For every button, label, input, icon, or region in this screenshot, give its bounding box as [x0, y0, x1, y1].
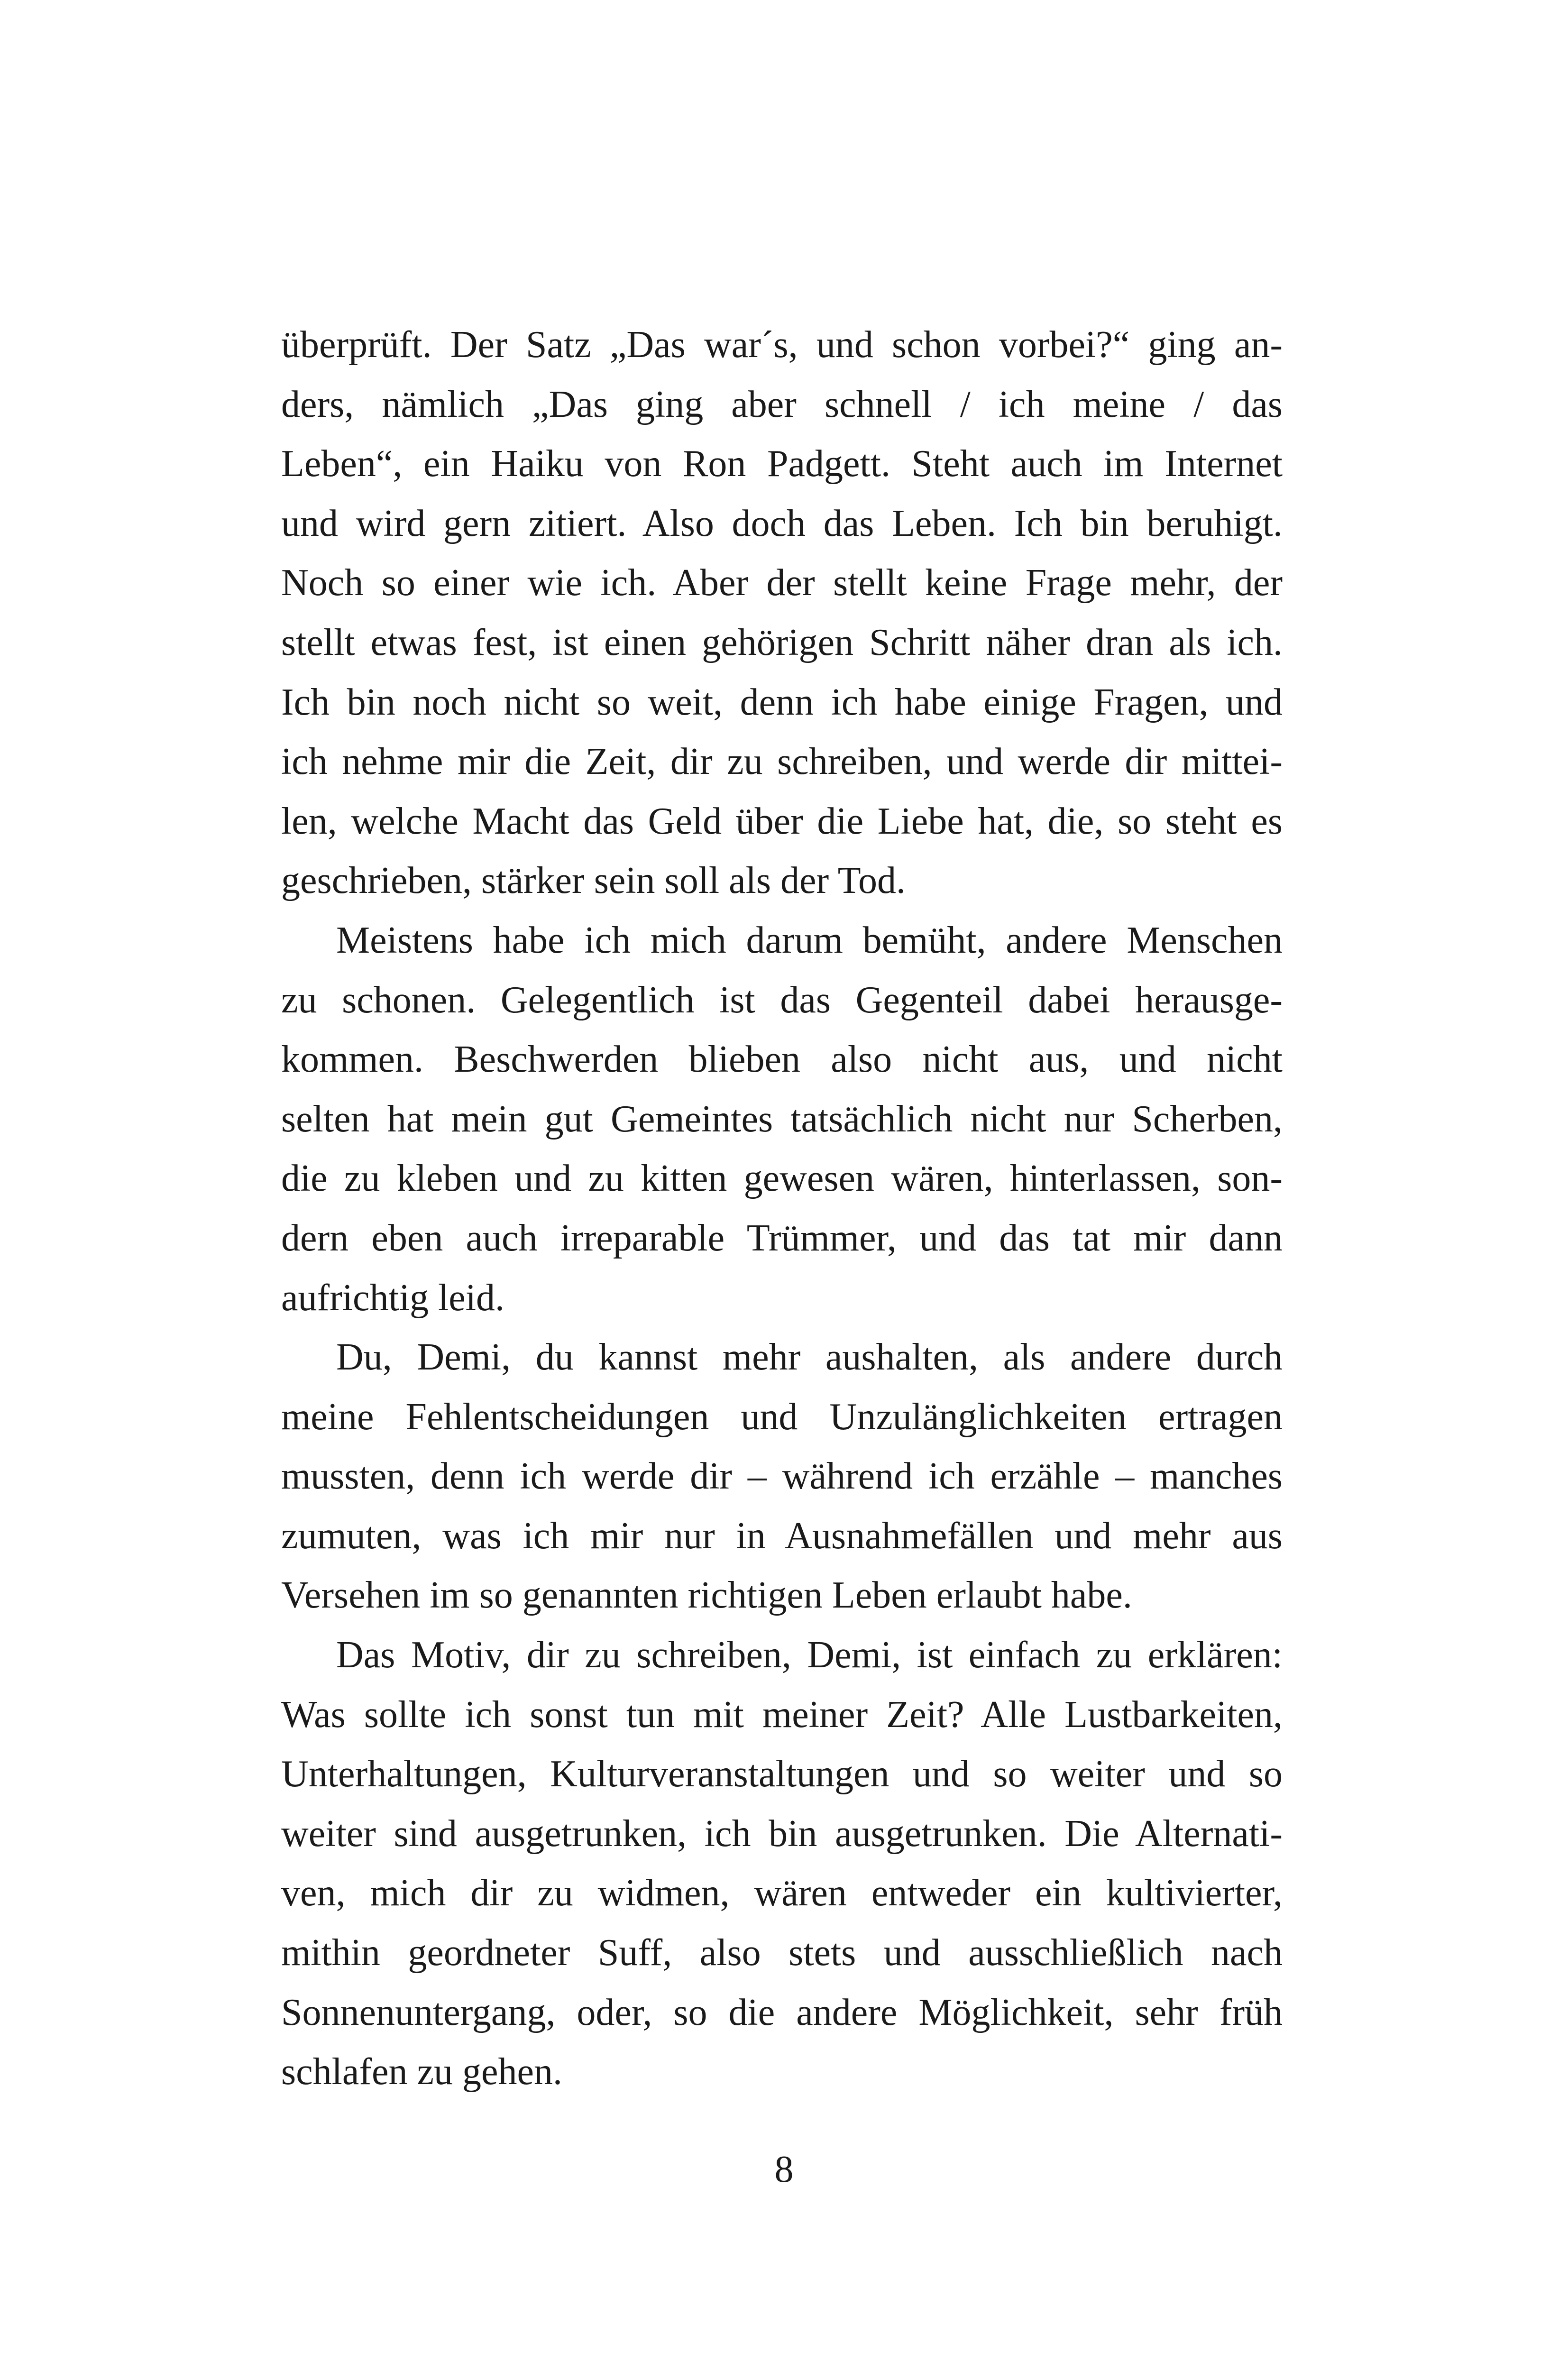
text-line: meine Fehlentscheidungen und Unzulänglichkeiten ertragen — [281, 1396, 1283, 1438]
text-line: Was sollte ich sonst tun mit meiner Zeit? Alle Lustbarkeiten, — [281, 1693, 1283, 1736]
text-line: Meistens habe ich mich darum bemüht, andere Menschen — [336, 919, 1283, 961]
text-line: ven, mich dir zu widmen, wären entweder ein kultivierter, — [281, 1872, 1283, 1914]
text-line: Versehen im so genannten richtigen Leben erlaubt habe. — [281, 1574, 1132, 1617]
text-line: mussten, denn ich werde dir – während ich erzähle – manches — [281, 1455, 1283, 1498]
text-line: zu schonen. Gelegentlich ist das Gegenteil dabei herausge- — [281, 979, 1283, 1021]
text-line: und wird gern zitiert. Also doch das Leben. Ich bin beruhigt. — [281, 502, 1283, 544]
body-text — [281, 315, 1283, 2102]
text-line: dern eben auch irreparable Trümmer, und das tat mir dann — [281, 1217, 1283, 1259]
text-line: zumuten, was ich mir nur in Ausnahmefällen und mehr aus — [281, 1515, 1283, 1557]
text-line: stellt etwas fest, ist einen gehörigen Schritt näher dran als ich. — [281, 621, 1283, 663]
text-line: ders, nämlich „Das ging aber schnell / ich meine / das — [281, 383, 1283, 425]
text-line: ich nehme mir die Zeit, dir zu schreiben, und werde dir mittei- — [281, 741, 1283, 783]
text-line: schlafen zu gehen. — [281, 2051, 563, 2093]
text-line: Ich bin noch nicht so weit, denn ich habe einige Fragen, und — [281, 681, 1283, 723]
text-line: kommen. Beschwerden blieben also nicht aus, und nicht — [281, 1038, 1283, 1081]
text-line: Sonnenuntergang, oder, so die andere Möglichkeit, sehr früh — [281, 1991, 1283, 2033]
text-line: die zu kleben und zu kitten gewesen wären, hinterlassen, son- — [281, 1158, 1283, 1200]
text-line: len, welche Macht das Geld über die Liebe hat, die, so steht es — [281, 800, 1283, 842]
text-line: Leben“, ein Haiku von Ron Padgett. Steht auch im Internet — [281, 443, 1283, 485]
text-line: aufrichtig leid. — [281, 1277, 504, 1319]
text-line: überprüft. Der Satz „Das war´s, und schon vorbei?“ ging an- — [281, 324, 1283, 366]
text-line: Das Motiv, dir zu schreiben, Demi, ist einfach zu erklären: — [336, 1634, 1283, 1676]
page-number: 8 — [774, 2149, 794, 2190]
text-line: geschrieben, stärker sein soll als der Tod. — [281, 860, 906, 902]
text-line: selten hat mein gut Gemeintes tatsächlich nicht nur Scherben, — [281, 1098, 1283, 1140]
text-line: weiter sind ausgetrunken, ich bin ausgetrunken. Die Alternati- — [281, 1812, 1283, 1855]
text-line: mithin geordneter Suff, also stets und ausschließlich nach — [281, 1932, 1283, 1974]
text-line: Unterhaltungen, Kulturveranstaltungen und so weiter und so — [281, 1753, 1283, 1795]
text-line: Noch so einer wie ich. Aber der stellt keine Frage mehr, der — [281, 562, 1283, 604]
text-line: Du, Demi, du kannst mehr aushalten, als andere durch — [336, 1336, 1283, 1378]
